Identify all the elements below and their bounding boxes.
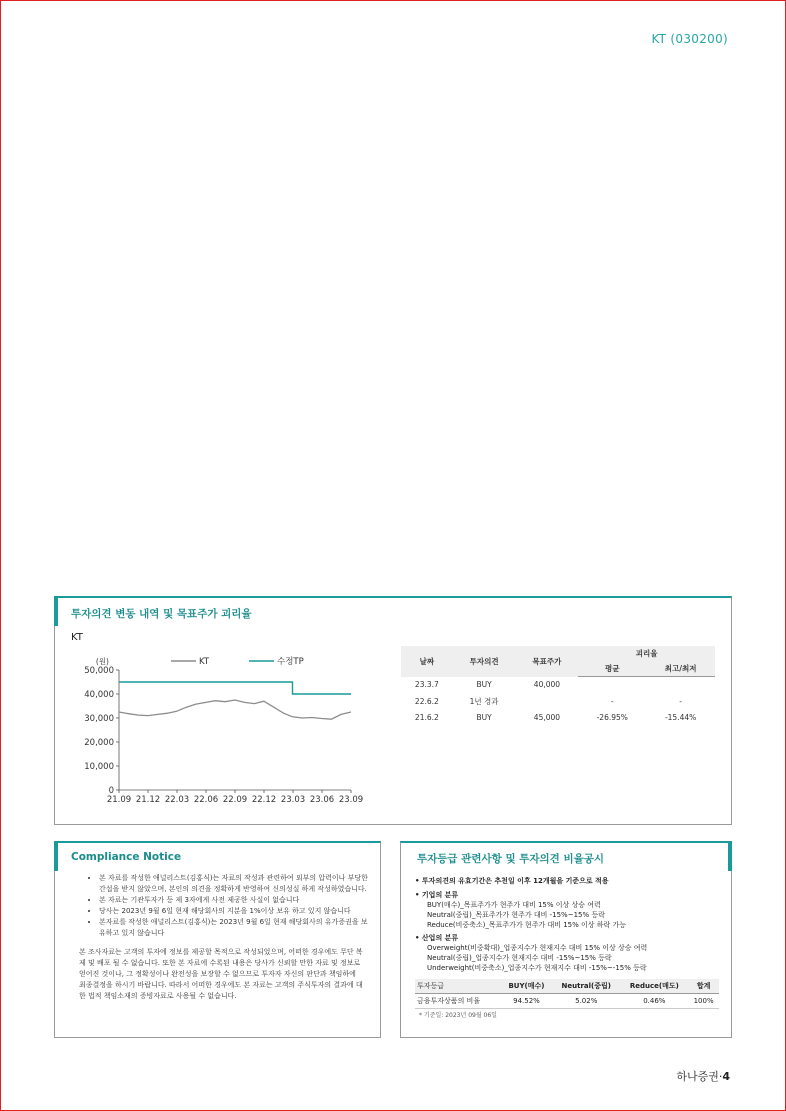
- company-class: [415, 890, 719, 930]
- title-accent-bar: [728, 841, 732, 871]
- cell-date: 22.6.2: [414, 696, 439, 706]
- cell-opinion: BUY: [476, 680, 492, 690]
- company-class-title: • 기업의 분류: [415, 891, 459, 899]
- cell-date: 21.6.2: [414, 712, 439, 722]
- opinion-table: [401, 646, 715, 725]
- rating-content: [415, 873, 719, 1021]
- table-row: [401, 677, 715, 694]
- opinion-history-title: 투자의견 변동 내역 및 목표주가 괴리율: [71, 608, 252, 620]
- ratio-cell: 100%: [688, 994, 719, 1009]
- company-class-title-text: 기업의 분류: [421, 891, 459, 899]
- header-stock-code: KT (030200): [651, 32, 728, 46]
- cell-maxmin: [646, 677, 715, 694]
- y-tick-label: 20,000: [84, 738, 114, 748]
- cell-target: 45,000: [533, 712, 561, 722]
- x-tick-label: 22.09: [222, 795, 248, 805]
- company-class-item: Neutral(중립)_목표주가가 현주가 대비 -15%~15% 등락: [427, 911, 605, 919]
- footer-separator: ·: [718, 1070, 723, 1083]
- compliance-box: [54, 841, 381, 1038]
- ratio-header: 투자등급: [415, 979, 501, 994]
- kt-price-line: [119, 700, 351, 719]
- page-number: 4: [722, 1070, 730, 1083]
- col-header-opinion: 투자의견: [453, 646, 516, 677]
- col-header-maxmin: 최고/최저: [646, 661, 715, 677]
- cell-opinion: BUY: [476, 712, 492, 722]
- cell-target: [516, 693, 579, 709]
- industry-class-item: Overweight(비중확대)_업종지수가 현재지수 대비 15% 이상 상승 여력: [427, 944, 648, 952]
- cell-opinion: 1년 경과: [469, 696, 499, 706]
- table-row: [401, 693, 715, 709]
- x-tick-label: 23.09: [338, 795, 364, 805]
- price-chart: [61, 650, 371, 820]
- footer-brand: 하나증권: [676, 1070, 719, 1083]
- col-header-avg: 평균: [578, 661, 646, 677]
- x-tick-label: 21.09: [106, 795, 132, 805]
- cell-target: 40,000: [533, 680, 561, 690]
- cell-avg: -26.95%: [596, 712, 628, 722]
- compliance-bullet: • 본 자료는 기관투자가 등 제 3자에게 사전 제공한 사실이 없습니다: [99, 895, 372, 906]
- cell-maxmin: -: [679, 696, 682, 706]
- industry-class-title-text: 산업의 분류: [421, 934, 459, 942]
- x-tick-label: 22.03: [164, 795, 190, 805]
- compliance-bullet: • 본 자료를 작성한 애널리스트(김홍식)는 자료의 작성과 관련하여 외부의 압력이나 부당한 간섭을 받지 않았으며, 본인의 의견을 정확하게 반영하여 신의성실 하게 작성하였습니다.: [99, 873, 372, 895]
- chart-company-label: KT: [71, 632, 83, 643]
- compliance-bullet: • 본자료를 작성한 애널리스트(김홍식)는 2023년 9월 6일 현재 해당회사의 유가증권을 보유하고 있지 않습니다: [99, 917, 372, 939]
- validity-note: • 투자의견의 유효기간은 추천일 이후 12개월을 기준으로 적용: [415, 877, 609, 885]
- y-tick-label: 10,000: [84, 762, 114, 772]
- industry-class: [415, 933, 719, 973]
- ratio-header: Reduce(매도): [620, 979, 688, 994]
- target-price-line: [119, 682, 351, 694]
- industry-class-item: Neutral(중립)_업종지수가 현재지수 대비 -15%~15% 등락: [427, 954, 612, 962]
- compliance-content: [71, 873, 372, 1002]
- industry-class-title: • 산업의 분류: [415, 934, 459, 942]
- ratio-header: Neutral(중립): [552, 979, 620, 994]
- cell-avg: [578, 677, 646, 694]
- ratio-header: BUY(매수): [501, 979, 552, 994]
- rating-box: [400, 841, 732, 1038]
- ratio-cell: 5.02%: [552, 994, 620, 1009]
- col-header-gap: 괴리율: [578, 646, 715, 661]
- table-row: [401, 709, 715, 725]
- x-tick-label: 23.06: [309, 795, 335, 805]
- compliance-bullet: • 당사는 2023년 9월 6일 현재 해당회사의 지분을 1%이상 보유 하고 있지 않습니다: [99, 906, 372, 917]
- col-header-date: 날짜: [401, 646, 453, 677]
- x-tick-label: 23.03: [280, 795, 306, 805]
- compliance-paragraph: 본 조사자료는 고객의 투자에 정보를 제공할 목적으로 작성되었으며, 어떠한 경우에도 무단 복제 및 배포 될 수 없습니다. 또한 본 자료에 수록된 내용은 당사가 신뢰할 만한 자료 및 정보로 얻어진 것이나, 그 정확성이나 완전성을 보장할 수 없으므로 투자자 자신의 판단과 책임하에 최종결정을 하시기 바랍니다. 따라서 어떠한 경우에도 본 자료는 고객의 주식투자의 결과에 대한 법적 책임소재의 증빙자료로 사용될 수 없습니다.: [79, 948, 363, 1000]
- company-class-item: Reduce(비중축소)_목표주가가 현주가 대비 15% 이상 하락 가능: [427, 921, 627, 929]
- validity-text: 투자의견의 유효기간은 추천일 이후 12개월을 기준으로 적용: [421, 877, 609, 885]
- y-tick-label: 30,000: [84, 714, 114, 724]
- cell-date: 23.3.7: [414, 680, 439, 690]
- compliance-title: Compliance Notice: [71, 851, 182, 863]
- title-accent-bar: [54, 841, 58, 871]
- cell-avg: -: [610, 696, 614, 706]
- opinion-history-box: [54, 596, 732, 825]
- table-row: [415, 994, 719, 1009]
- compliance-bullets: [71, 873, 372, 939]
- y-axis-unit-label: (원): [95, 657, 109, 666]
- y-tick-label: 0: [108, 786, 114, 796]
- ratio-cell: 금융투자상품의 비율: [415, 994, 501, 1009]
- company-class-item: BUY(매수)_목표주가가 현주가 대비 15% 이상 상승 여력: [427, 901, 601, 909]
- x-tick-label: 22.12: [251, 795, 277, 805]
- page-footer: [676, 1068, 730, 1084]
- y-tick-label: 40,000: [84, 690, 114, 700]
- ratio-cell: 94.52%: [501, 994, 552, 1009]
- ratio-header: 합계: [688, 979, 719, 994]
- ratio-cell: 0.46%: [620, 994, 688, 1009]
- industry-class-item: Underweight(비중축소)_업종지수가 현재지수 대비 -15%~-15% 등락: [427, 964, 647, 972]
- rating-title: 투자등급 관련사항 및 투자의견 비율공시: [417, 853, 605, 865]
- cell-maxmin: -15.44%: [664, 712, 697, 722]
- x-tick-label: 21.12: [135, 795, 161, 805]
- y-tick-label: 50,000: [84, 666, 114, 676]
- reference-date-note: * 기준일: 2023년 09월 06일: [419, 1012, 497, 1019]
- legend-kt-label: KT: [199, 657, 210, 667]
- col-header-target: 목표주가: [516, 646, 579, 677]
- ratio-table: [415, 979, 719, 1009]
- legend-tp-label: 수정TP: [277, 657, 304, 667]
- title-accent-bar: [54, 596, 58, 626]
- x-tick-label: 22.06: [193, 795, 219, 805]
